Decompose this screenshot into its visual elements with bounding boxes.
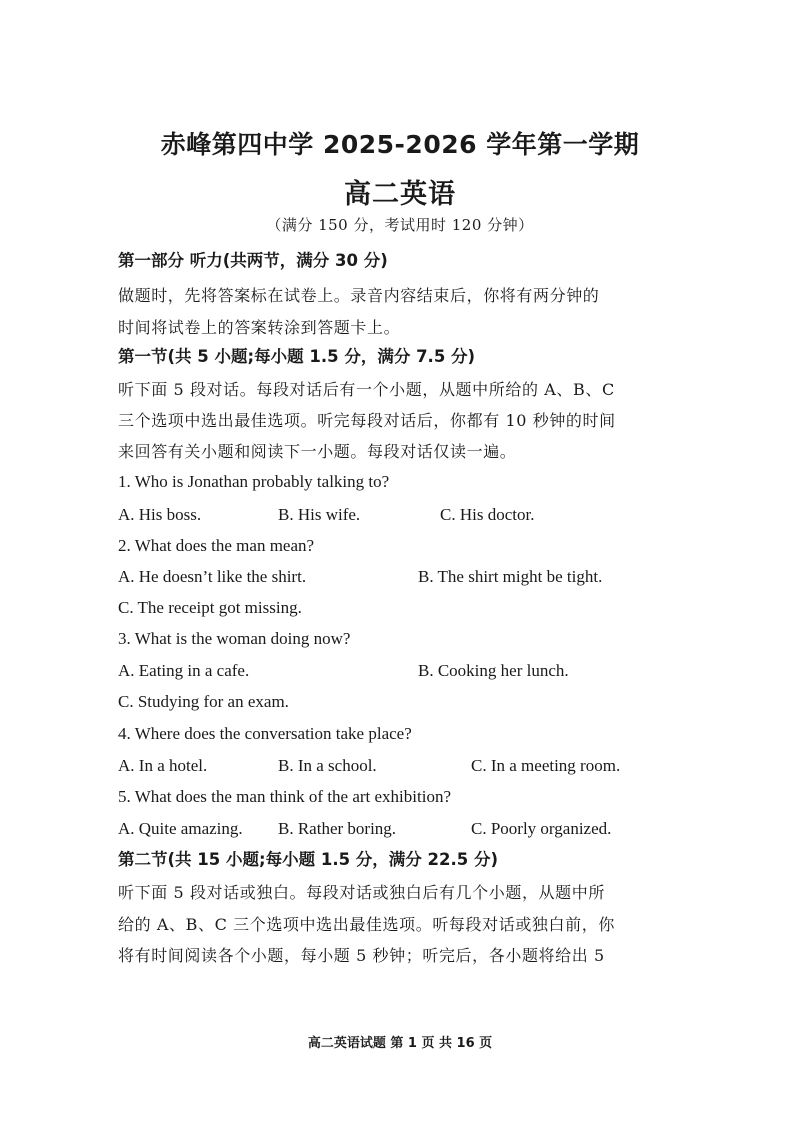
option-b: B. His wife. bbox=[278, 505, 361, 524]
option-a: A. In a hotel. bbox=[118, 756, 208, 775]
question-5-options bbox=[118, 819, 678, 841]
question-4: 4. Where does the conversation take place? bbox=[118, 724, 412, 743]
option-b: B. Rather boring. bbox=[278, 819, 397, 838]
question-2-options-row2 bbox=[118, 598, 678, 620]
exam-info: （满分 150 分，考试用时 120 分钟） bbox=[266, 216, 534, 234]
question-4-options bbox=[118, 756, 678, 778]
section-one-instruction-line: 来回答有关小题和阅读下一小题。每段对话仅读一遍。 bbox=[118, 442, 517, 461]
question-5: 5. What does the man think of the art exhibition? bbox=[118, 787, 451, 806]
question-3: 3. What is the woman doing now? bbox=[118, 629, 351, 648]
section-one-instruction-line: 听下面 5 段对话。每段对话后有一个小题，从题中所给的 A、B、C bbox=[118, 380, 615, 399]
page-footer: 高二英语试题 第 1 页 共 16 页 bbox=[307, 1036, 493, 1051]
subject-title: 高二英语 bbox=[344, 179, 456, 210]
part-one-instruction-line: 时间将试卷上的答案转涂到答题卡上。 bbox=[118, 318, 401, 337]
option-c: C. In a meeting room. bbox=[471, 756, 621, 775]
option-c: C. The receipt got missing. bbox=[118, 598, 302, 617]
option-a: A. Quite amazing. bbox=[118, 819, 243, 838]
part-one-instruction-line: 做题时，先将答案标在试卷上。录音内容结束后，你将有两分钟的 bbox=[118, 286, 600, 305]
question-3-options-row2 bbox=[118, 692, 678, 714]
question-1: 1. Who is Jonathan probably talking to? bbox=[118, 472, 390, 491]
question-3-options bbox=[118, 661, 678, 683]
option-a: A. He doesn’t like the shirt. bbox=[118, 567, 307, 586]
option-c: C. Poorly organized. bbox=[471, 819, 612, 838]
section-two-instruction-line: 将有时间阅读各个小题，每小题 5 秒钟；听完后，各小题将给出 5 bbox=[118, 946, 605, 965]
option-c: C. Studying for an exam. bbox=[118, 692, 289, 711]
section-one-instruction-line: 三个选项中选出最佳选项。听完每段对话后，你都有 10 秒钟的时间 bbox=[118, 411, 616, 430]
part-one-heading: 第一部分 听力(共两节，满分 30 分) bbox=[118, 251, 388, 270]
option-b: B. In a school. bbox=[278, 756, 377, 775]
section-two-instruction-line: 听下面 5 段对话或独白。每段对话或独白后有几个小题，从题中所 bbox=[118, 883, 605, 902]
section-two-instruction-line: 给的 A、B、C 三个选项中选出最佳选项。听每段对话或独白前，你 bbox=[118, 915, 615, 934]
option-b: B. Cooking her lunch. bbox=[418, 661, 569, 680]
question-2: 2. What does the man mean? bbox=[118, 536, 315, 555]
option-b: B. The shirt might be tight. bbox=[418, 567, 603, 586]
option-c: C. His doctor. bbox=[440, 505, 535, 524]
school-title: 赤峰第四中学 2025-2026 学年第一学期 bbox=[160, 130, 640, 159]
section-one-heading: 第一节(共 5 小题;每小题 1.5 分，满分 7.5 分) bbox=[118, 347, 476, 366]
section-two-heading: 第二节(共 15 小题;每小题 1.5 分，满分 22.5 分) bbox=[118, 850, 499, 869]
question-1-options bbox=[118, 505, 678, 527]
option-a: A. His boss. bbox=[118, 505, 202, 524]
question-2-options bbox=[118, 567, 678, 589]
option-a: A. Eating in a cafe. bbox=[118, 661, 250, 680]
